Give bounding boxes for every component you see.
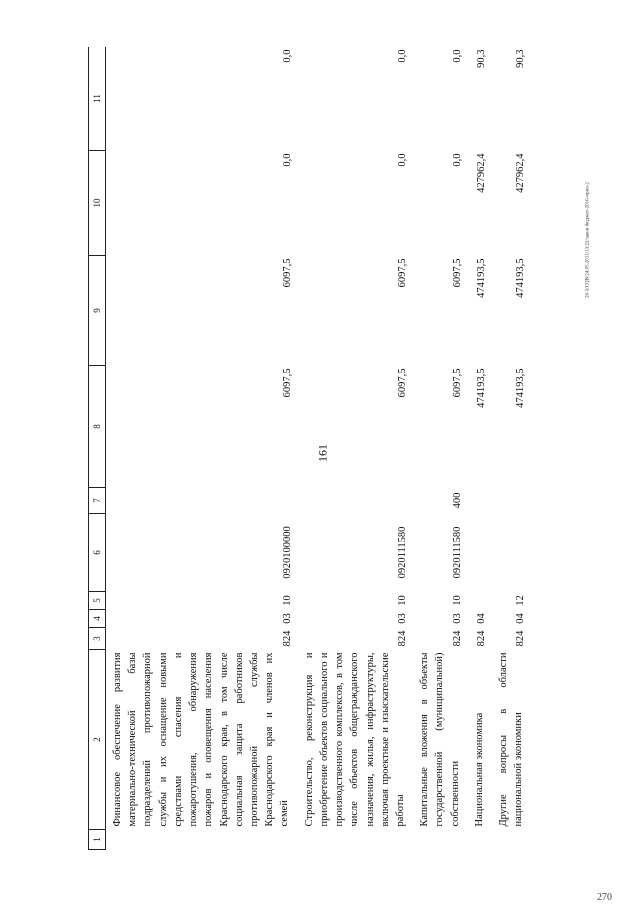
cell-c11: 0,0 (281, 49, 293, 63)
footer-code: 20-3/CQB/24.05.2011/13:22/закон бюджет-2010-прил-2 (585, 182, 591, 298)
cell-c9: 474193,5 (515, 258, 527, 298)
cell-c6 (492, 514, 531, 592)
cell-c5: 10 (397, 595, 409, 606)
cell-c9: 6097,5 (451, 258, 463, 288)
cell-c11: 0,0 (397, 49, 409, 63)
table-row (106, 47, 298, 850)
bottom-page-number: 270 (597, 892, 612, 903)
cell-c10: 0,0 (397, 153, 409, 167)
cell-c8: 6097,5 (451, 368, 463, 398)
col-header-5: 5 (89, 592, 106, 610)
cell-c8: 6097,5 (397, 368, 409, 398)
row-name: Финансовое обеспечение развития материально-технической базы подразделений противопожарной службы и их оснащение новыми средствами спасения и пожаротушения, обнаружения пожаров и оповещения населения Краснодарского края, в том числе социальная защита работников противопожарной службы Краснодарского края и членов их семей (112, 652, 291, 827)
cell-c4: 04 (515, 613, 527, 624)
cell-c11: 0,0 (451, 49, 463, 63)
col-header-11: 11 (89, 47, 106, 151)
cell-c8: 474193,5 (515, 368, 527, 408)
cell-c7 (298, 488, 414, 514)
col-header-2: 2 (89, 650, 106, 830)
cell-c10: 0,0 (451, 153, 463, 167)
cell-c5: 12 (515, 595, 527, 606)
page-number: 161 (315, 444, 330, 462)
budget-table-rotated (88, 47, 605, 850)
cell-c7: 400 (451, 492, 463, 509)
cell-c6 (468, 514, 492, 592)
col-header-3: 3 (89, 628, 106, 650)
cell-c11: 90,3 (515, 49, 527, 68)
table-row (298, 47, 414, 850)
cell-c6: 0920111580 (451, 526, 463, 579)
cell-c11: 90,3 (476, 49, 488, 68)
cell-c7 (468, 488, 492, 514)
cell-c9: 6097,5 (397, 258, 409, 288)
budget-table (88, 47, 531, 850)
cell-c3: 824 (476, 630, 488, 647)
cell-c4: 03 (281, 613, 293, 624)
row-name: Другие вопросы в области национальной экономики (498, 652, 525, 827)
table-row (468, 47, 492, 850)
cell-c10: 427962,4 (476, 153, 488, 193)
cell-c6: 0920100000 (281, 526, 293, 579)
cell-c9: 6097,5 (281, 258, 293, 288)
cell-c8: 6097,5 (281, 368, 293, 398)
cell-c4: 03 (397, 613, 409, 624)
rotated-table-container (88, 47, 605, 850)
header-row (89, 47, 106, 850)
cell-c3: 824 (515, 630, 527, 647)
col-header-1: 1 (89, 830, 106, 850)
cell-c5: 10 (281, 595, 293, 606)
cell-c10: 427962,4 (515, 153, 527, 193)
col-header-9: 9 (89, 256, 106, 366)
col-header-6: 6 (89, 514, 106, 592)
cell-c3: 824 (281, 630, 293, 647)
table-row (413, 47, 468, 850)
cell-c6: 0920111580 (397, 526, 409, 579)
cell-c3: 824 (397, 630, 409, 647)
cell-c4: 04 (476, 613, 488, 624)
row-name: Национальная экономика (473, 712, 485, 827)
cell-c5 (468, 592, 492, 610)
row-name: Капитальные вложения в объекты государственной (муниципальной) собственности (419, 652, 461, 827)
cell-c4: 03 (451, 613, 463, 624)
cell-c7 (106, 488, 298, 514)
cell-c7 (492, 488, 531, 514)
row-name: Строительство, реконструкция и приобретение объектов социального и производственного комплексов, в том числе объектов общегражданского назначения, жилья, инфраструктуры, включая проектные и изыскательские работы (303, 652, 406, 827)
col-header-10: 10 (89, 151, 106, 256)
col-header-8: 8 (89, 366, 106, 488)
table-row (492, 47, 531, 850)
col-header-7: 7 (89, 488, 106, 514)
cell-c10: 0,0 (281, 153, 293, 167)
cell-c5: 10 (451, 595, 463, 606)
cell-c3: 824 (451, 630, 463, 647)
cell-c9: 474193,5 (476, 258, 488, 298)
cell-c8: 474193,5 (476, 368, 488, 408)
col-header-4: 4 (89, 610, 106, 628)
